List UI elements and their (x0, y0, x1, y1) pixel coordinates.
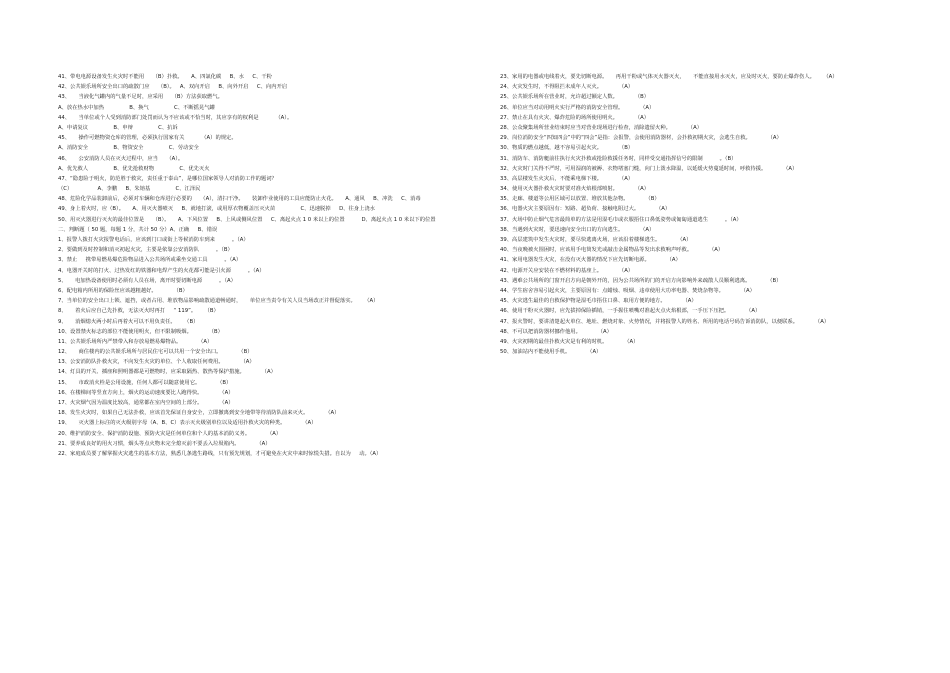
question-line: 1、报警人拨打火灾报警电话后，应该到门口或街上等候消防车到来 。（A） (58, 237, 249, 243)
question-line: 42、电源开关应安装在不燃材料的基座上。 （A） (500, 267, 634, 274)
question-line: 47、“隐患险于明火，防范胜于救灾，责任重于泰山”，是哪位国家领导人对消防工作的题词？ (58, 175, 277, 182)
question-line: 27、禁止在具有火灾、爆炸危险的场所使用明火。 （A） (500, 114, 650, 121)
question-line: 42、公共娱乐场所安全出口的疏散门应 （B）。 A、双向开启 B、向外开启 C、向内开启 (58, 84, 288, 91)
question-line: A、消防安全 B、物资安全 C、劳动安全 (58, 145, 199, 152)
question-line: 18、发生火灾时，如果自己无法扑救，应该首先保证自身安全，立即撤离到安全地带等待消防队前来灭火。 （A） (58, 410, 340, 417)
question-line: 49、火灾初期的最佳扑救火灾是有利的时机。 （A） (500, 338, 639, 345)
question-line: 7、当单位的安全出口上锁、遮挡，或者占用、堆放物品影响疏散通道畅通时， 单位应当责令有关人员当场改正并督促落实。 （A） (58, 298, 379, 305)
question-line: 21、要养成良好的用火习惯，烟头等点火物未完全熄灭前不要丢入垃圾箱内。 （A） (58, 440, 271, 447)
question-line: 20、维护消防安全、保护消防设施、预防火灾是任何单位和个人的基本消防义务。 （A） (58, 430, 282, 437)
question-line: 31、消防车、消防艇前往执行火灾扑救或抢险救援任务时，同样受交通指挥信号的限制 。（B） (500, 155, 737, 162)
question-line: 24、火灾发生时，不得阻拦未成年人灭火。 （A） (500, 84, 634, 91)
question-line: 46、 公安消防人员在灭火过程中，应当 （A）。 (58, 155, 184, 162)
question-line: 39、高层建筑中发生火灾时，要尽快逃离火场，应该沿着楼梯逃生。 （A） (500, 237, 692, 243)
question-line: 41、家用电器发生火灾，在没有灭火器的情况下应先切断电源。 （A） (500, 257, 681, 264)
question-line: 33、高层楼发生火灾后，不能乘电梯下楼。 （A） (500, 175, 634, 182)
question-line: 22、家庭成员要了解掌握火灾逃生的基本方法，熟悉几条逃生路线，只有预先规划，才可避免在火灾中来时惊慌失措。自以为 动。（A） (58, 450, 382, 457)
question-line: A、放在热水中加热 B、换气 C、不断摇晃气罐 (58, 104, 215, 111)
question-line: A、申请复议 B、申辩 C、抗诉 (58, 124, 178, 131)
question-line: 46、使用干粉灭火器时，应先拔掉保险插销，一手握住喷嘴对准起火点火焰根部，一手压下压把。 （A） (500, 308, 761, 315)
question-line: A、优先救人 B、优先抢救财物 C、优先灭火 (58, 165, 210, 172)
question-line: 11、公共娱乐场所内严禁带入和存放易燃易爆物品。 （A） (58, 338, 213, 345)
question-line: 35、走廊、楼道等公用区域可以放置、堆放其他杂物。 （B） (500, 196, 660, 203)
question-line: 40、当夜晚被火围困时，应该用手电筒发光或敲击金属物品等发出求救响声呼救。 （A） (500, 247, 724, 254)
question-line: 25、公共娱乐场所在营业时，允许超过额定人数。 （B） (500, 94, 650, 101)
question-line: 45、 操作可燃物资仓库的管理，必须执行国家有关 （A）的规定。 (58, 135, 237, 142)
question-line: 4、电器开关时的打火、过热发红的铁器和电焊产生的火花都可能是引火源 。（A） (58, 267, 265, 274)
question-line: 45、火灾逃生最佳的自救保护物是湿毛巾捂住口鼻、取用方便的地方。 （A） (500, 298, 697, 305)
question-line: 29、岗位消防安全“四知四会”中的“四会”是指：会报警，会使用消防器材，会扑救初期火灾，会逃生自救。 （A） (500, 135, 782, 142)
question-line: 2、要做到及时控制和消灭初起火灾，主要是依靠公安消防队 。（B） (58, 247, 233, 254)
question-line: 32、火灾时门关得不严时，可用湿润的被褥、衣物堵塞门缝，向门上泼水降温，以延缓火势蔓延时间，呼救待援。 （A） (500, 165, 798, 172)
question-line: 48、危险化学品装卸前后，必须对车辆和仓库进行必要的 （A），清扫干净。 装卸作业使用的工具应能防止火花。 A、通风 B、冲洗 C、消毒 (58, 196, 421, 203)
question-line: 12、 商住楼内的公共娱乐场所与居民住宅可以共用一个安全出口。 （B） (58, 349, 253, 356)
question-line: 6、配电箱内所用的保险丝应该越粗越好。 （B） (58, 287, 188, 294)
question-line: 43、遇难公共场所的门窗开启方向是朝外开的，因为公共场所的门的开启方向影响外来疏散人员顺利逃离。 （B） (500, 277, 782, 284)
question-line: 5、 电加热设备使用时必须有人员在场，离开时要切断电源 。（A） (58, 277, 236, 284)
question-line: 16、在楼梯间等竖直方向上，烟火的运动速度要比人跑得快。 （A） (58, 389, 234, 396)
question-line: 13、公安消防队扑救火灾，不向发生火灾的单位、个人收取任何费用。 （A） (58, 359, 255, 366)
question-line: 43、 当液化气罐内的气量不足时，应采用 （B）方法获取燃气。 (58, 94, 223, 101)
question-line: 37、火场中防止烟气危害最简单的方法是用湿毛巾或衣服捂住口鼻低姿势或匍匐通道逃生 。（A） (500, 216, 742, 223)
question-line: 8、 着火后应自己先扑救，无法灭火时再打 “ 119”。 （B） (58, 308, 219, 315)
question-line: 50、用灭火器进行灭火的最佳位置是 （B）。 A、下风位置 B、上风或侧风位置 C、离起火点 1 0 米以上的位置 D、离起火点 1 0 米以下的位置 (58, 216, 436, 223)
question-line: 47、报火警时，要讲清楚起火单位、地址、燃烧对象、火势情况，并将报警人的姓名、所用的电话号码告诉消防队，以便联系。 （A） (500, 318, 830, 325)
question-line: 30、物质的燃点越低，越不容易引起火灾。 （B） (500, 145, 634, 152)
question-line: （C） A、李鹏 B、朱镕基 C、江泽民 (58, 186, 201, 193)
question-line: 17、火灾烟气因为温度比较高，通常都在室内空间的上部分。 （A） (58, 400, 234, 406)
question-line: 10、设置禁火标志的部位不能使用明火，但不限制吸烟。 （B） (58, 328, 223, 335)
question-line: 14、灯具的开关、插座和照明器都是可燃物时，应采取隔热、散热等保护措施。 （A） (58, 369, 276, 376)
question-line: 15、 市政消火栓是公用设施，任何人都可以随意使用它。 （B） (58, 379, 232, 386)
question-line: 50、加油站内不能使用手机。 （A） (500, 349, 602, 356)
question-line: 38、当遇到火灾时，要迅速向安全出口的方向逃生。 （A） (500, 226, 655, 233)
question-line: 44、学生宿舍容易引起火灾，主要原因有：点蜡烛、吸烟、违章使用大功率电器、焚烧杂物等。 （A） (500, 287, 755, 294)
question-line: 34、使用灭火器扑救火灾时要对准火焰根部喷射。 （A） (500, 186, 650, 193)
question-line: 3、禁止 携带易燃易爆危险物品进入公共场所或乘坐交通工具 。（A） (58, 257, 242, 264)
question-line: 48、不可以把消防器材挪作他用。 （A） (500, 328, 612, 335)
question-line: 49、身上着火时，应（B）。 A、用灭火器喷灭 B、就地打滚，或用厚衣物覆盖压灭火苗 C、迅速脱掉 D、往身上浇水 (58, 206, 375, 213)
question-line: 9、 消烟熄火两小时后再着火可以不用负责任。 （B） (58, 318, 199, 325)
left-question-column (58, 72, 458, 459)
question-line: 44、 当单位或个人受到消防部门处罚而认为不应该或不恰当时，其应享有的权利是 （A）。 (58, 114, 293, 121)
question-line: 26、单位应当对动用明火实行严格的消防安全管理。 （A） (500, 104, 655, 111)
question-line: 36、电器火灾主要原因有：短路、超负荷、接触电阻过大。 （A） (500, 206, 671, 213)
question-line: 二、判断题（ 50 题，每题 1 分，共计 50 分）A、正确 B、错误 (58, 226, 218, 233)
question-line: 23、家用的电器或电线着火，要先切断电源。 再用干粉或气体灭火器灭火， 不能直接用水灭火，应及时灭火，要防止爆炸伤人。 （A） (500, 74, 838, 80)
question-line: 19、 灭火器上标注的灭火级别字母（A、B、C）表示灭火级别单位以及适用扑救火灾的种类。 （A） (58, 420, 317, 427)
question-line: 41、带电电源设备发生火灾时不能用 （B）扑救。 A、四氯化碳 B、水 C、干粉 (58, 74, 272, 80)
question-line: 28、公众聚集场所营业结束时应当对营业现场进行检查，消除遗留火种。 （A） (500, 124, 703, 131)
right-question-column (500, 72, 900, 357)
